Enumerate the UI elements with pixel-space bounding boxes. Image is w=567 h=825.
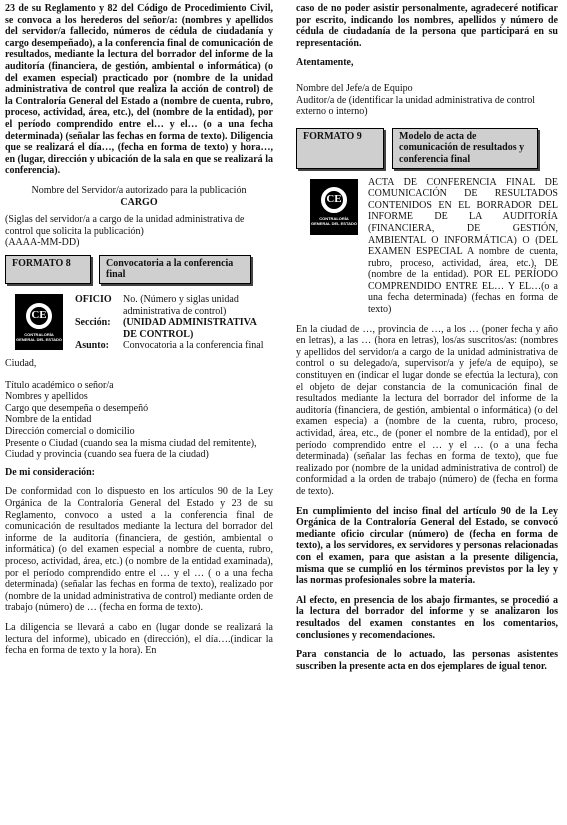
formato-9-label: FORMATO 9 [296,128,384,169]
oficio-block [15,294,273,352]
convocatoria-paragraph: 23 de su Reglamento y 82 del Código de Procedimiento Civil, se convoca a los herederos del señor/a: (nombres y apellidos del servidor/a fallecido, números de cédula de ciudadanía y cargo desempeñado), a la conferencia final de comunicación de resultados, mediante la lectura del borrador del informe de la auditoría (financiera, de gestión, ambiental o informática) (o del examen especial) practicado por (nombre de la unidad administrativa de control que realiza la acción de control) de la Contraloría General del Estado a (nombre de cuenta, rubro, proceso, actividad, área, etc.), del (nombre de la entidad), por el período comprendido entre el… y el… (o a una fecha determinada) (señalar las fechas en forma de texto). Diligencia que se realizará el día…, (fecha en forma de texto) y hora…, en (lugar, dirección y ubicación de la sala en que se realizará la conferencia). [5,3,273,177]
formato-8-label: FORMATO 8 [5,255,91,284]
formato-8-header [5,255,273,284]
cumplimiento-paragraph: En cumplimiento del inciso final del artículo 90 de la Ley Orgánica de la Contraloría General del Estado, se convocó mediante oficio circular (número) de (fecha en forma de texto), a los servidores, ex servidores y personas relacionadas con el examen, para que asistan a la presente diligencia, misma que se cumplió en los términos previstos por la ley y las normas profesionales sobre la materia. [296,505,558,587]
formato-9-title: Modelo de acta de comunicación de resultados y conferencia final [392,128,538,169]
address-block [5,380,273,461]
representacion-paragraph: caso de no poder asistir personalmente, agradeceré notificar por escrito, indicando los nombres, apellidos y número de cédula de ciudadanía de la persona que participará en su representación. [296,3,558,49]
address-line: Título académico o señor/a [5,379,114,391]
consideracion-heading: De mi consideración: [5,466,95,478]
auditor-line: Auditor/a de (identificar la unidad administrativa de control externo o interno) [296,94,536,118]
formato-8-title: Convocatoria a la conferencia final [99,255,251,284]
address-line: Nombres y apellidos [5,391,88,403]
ce-emblem-icon: CE [321,187,347,213]
oficio-fields [75,294,271,352]
seccion-value: (UNIDAD ADMINISTRATIVA DE CONTROL) [123,317,257,340]
formato-9-header [296,128,558,169]
atentamente-line: Atentamente, [296,57,354,69]
diligencia-paragraph: La diligencia se llevará a cabo en (lugar donde se realizará la lectura del informe), ubicado en (dirección), el día….(indicar la fecha en forma de texto y la hora). En [5,621,273,657]
jefe-equipo-line: Nombre del Jefe/a de Equipo [296,82,413,94]
address-line: Ciudad y provincia (cuando sea fuera de la ciudad) [5,449,209,461]
conformidad-paragraph: De conformidad con lo dispuesto en los artículos 90 de la Ley Orgánica de la Contraloría General del Estado y 23 de su Reglamento, convoco a usted a la conferencia final de comunicación de resultados mediante la lectura del borrador del informe de la auditoría (financiera, de gestión, ambiental o informática) (o del examen especial a nombre de cuenta, rubro, proceso, actividad, área, etc.) (o nombre de la entidad examinada), por el período comprendido entre el … y el … ( o a una fecha determinada) (señalar las fechas en forma de texto), realizado por (nombre de la unidad administrativa de control) mediante orden de trabajo (número) de … (fecha en forma de texto). [5,486,273,614]
address-line: Cargo que desempeña o desempeñó [5,402,149,414]
address-line: Presente o Ciudad (cuando sea la misma ciudad del remitente), [5,437,257,449]
logo-caption: CONTRALORÍA GENERAL DEL ESTADO [15,331,62,342]
asunto-value: Convocatoria a la conferencia final [123,340,264,352]
acta-block [296,177,558,316]
constancia-paragraph: Para constancia de lo actuado, las personas asistentes suscriben la presente acta en dos ejemplares de igual tenor. [296,649,558,672]
acta-title: ACTA DE CONFERENCIA FINAL DE COMUNICACIÓN DE RESULTADOS CONTENIDOS EN EL BORRADOR DEL INFORME DE LA AUDITORÍA (FINANCIERA, DE GESTIÓN, AMBIENTAL O INFORMÁTICA) O (DEL EXAMEN ESPECIAL A nombre de cuenta, rubro, proceso, actividad, área, etc.), DE (nombre de la entidad). POR EL PERÍODO COMPRENDIDO ENTRE EL… Y EL…(o a una fecha determinada) (fechas en forma de texto) [368,176,558,316]
left-column [5,3,273,665]
contraloria-logo [15,294,63,350]
address-line: Dirección comercial o domicilio [5,426,135,437]
efecto-paragraph: Al efecto, en presencia de los abajo firmantes, se procedió a la lectura del borrador del informe y se analizaron los resultados del examen constantes en los comentarios, conclusiones y recomendaciones. [296,594,558,641]
contraloria-logo [310,179,358,235]
asunto-label: Asunto: [75,340,109,352]
signature-cargo: CARGO [120,196,158,208]
siglas-line: (Siglas del servidor/a a cargo de la unidad administrativa de control que solicita la publicación) [5,214,245,237]
date-format: (AAAA-MM-DD) [5,237,80,249]
address-line: Nombre de la entidad [5,414,92,426]
signature-name: Nombre del Servidor/a autorizado para la publicación [31,184,247,196]
logo-caption: CONTRALORÍA GENERAL DEL ESTADO [310,216,357,227]
right-column [296,3,558,680]
ce-emblem-icon: CE [26,303,52,329]
ciudad-paragraph: En la ciudad de …, provincia de …, a los … (poner fecha y año en letras), a las … (hora en letras), los/as suscritos/as: (nombres y apellidos del servidor/a a cargo de la unidad administrativa de control o su delegado/a, supervisor/a y jefe/a de equipo), se constituyen en (indicar el lugar donde se efectúa la lectura), con el objeto de dejar constancia de la comunicación final de resultados mediante la lectura del borrador del informe de la auditoría (financiera, de gestión, ambiental o informática) (o del examen especia) a (nombre de la cuenta, rubro, proceso, actividad, área, etc., de (poner el nombre de la entidad), por el período comprendido entre el … y el … (o a una fecha determinada) (señalar las fechas en forma de texto), que fue realizado por (nombre de la unidad administrativa de control) de conformidad a la orden de trabajo (número) de (fecha en forma de texto). [296,323,558,497]
oficio-label: OFICIO [75,294,112,306]
seccion-label: Sección: [75,317,111,329]
ciudad-line: Ciudad, [5,358,37,370]
oficio-value: No. (Número y siglas unidad administrativa de control) [123,294,239,317]
